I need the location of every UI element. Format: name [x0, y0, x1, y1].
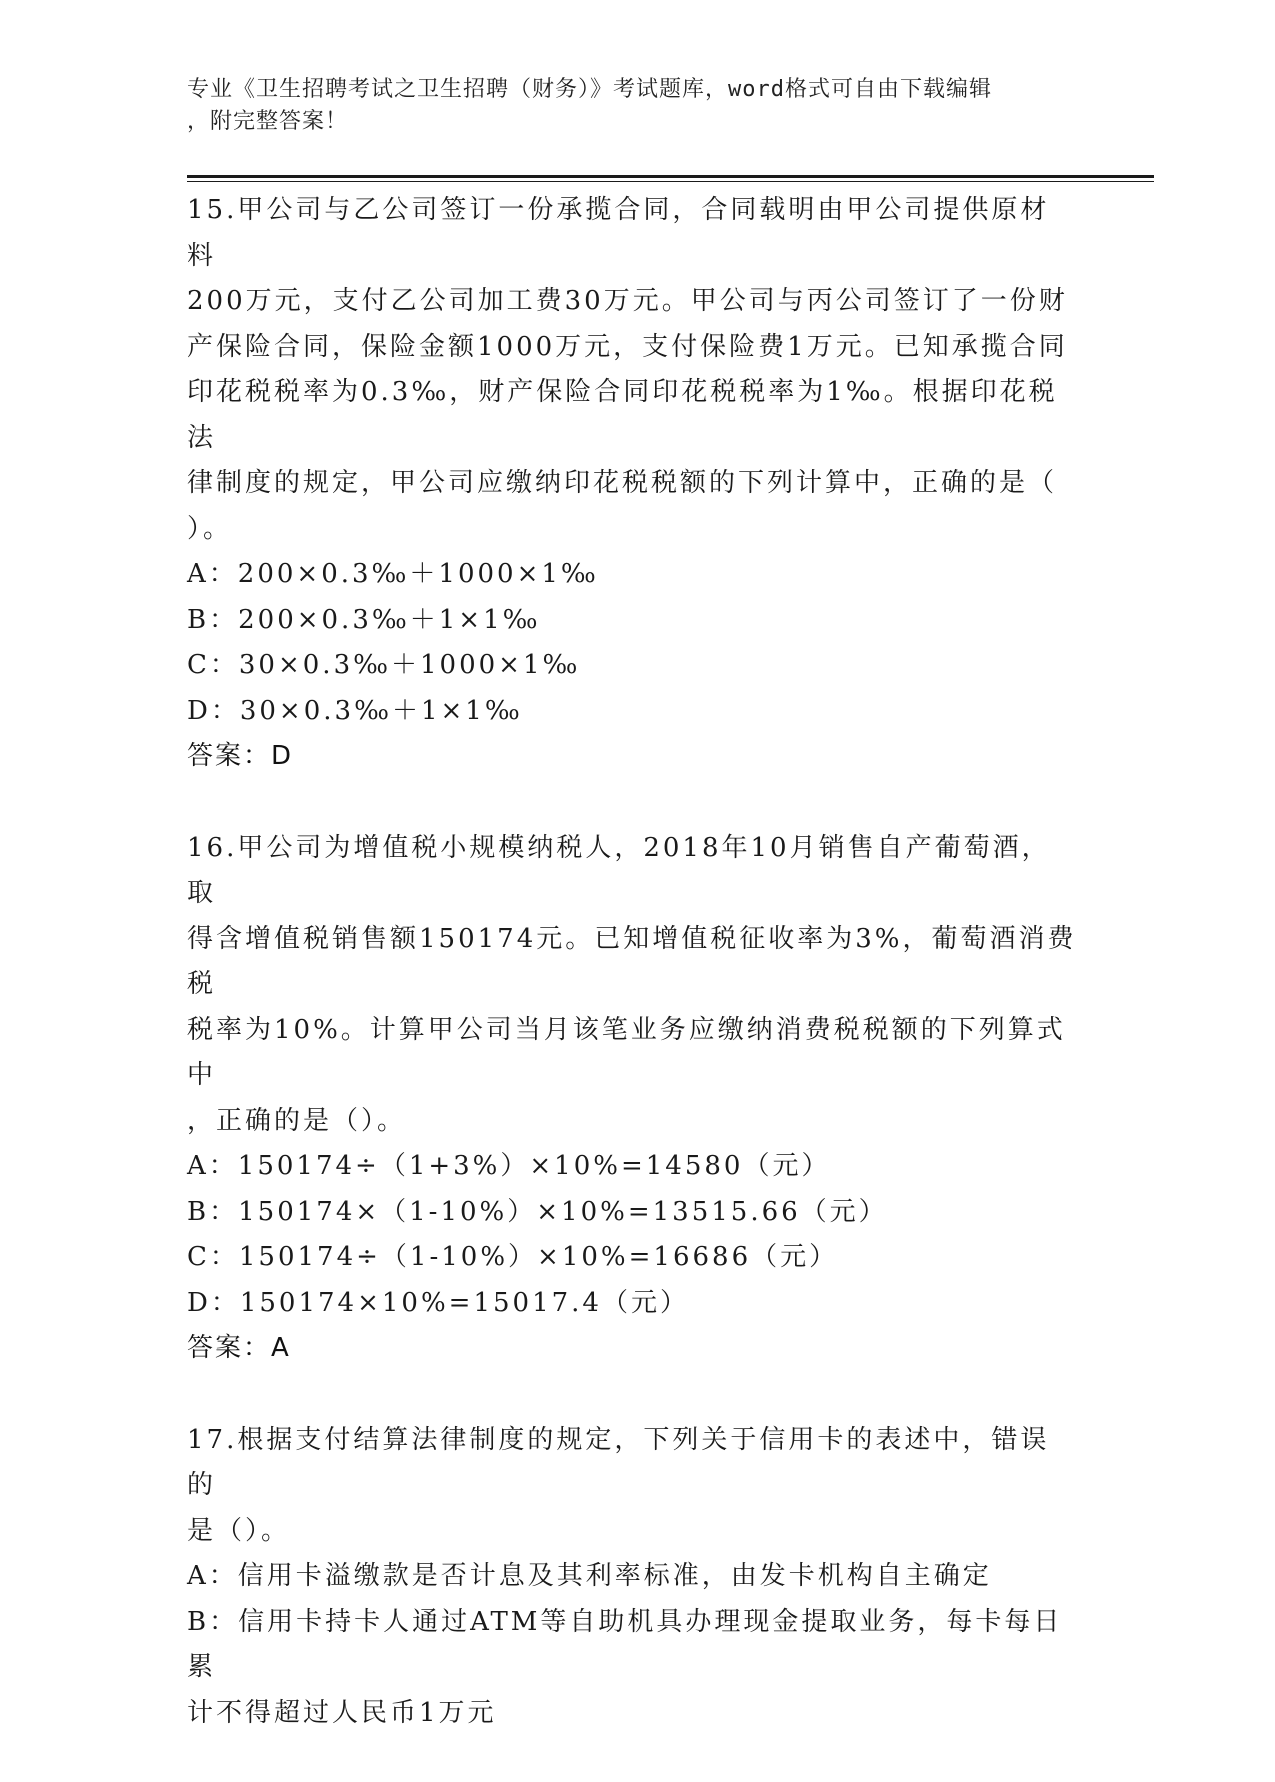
question-16 [187, 826, 1077, 1372]
header-divider-thick [187, 175, 1154, 178]
option-b: B：200×0.3‰＋1×1‰ [187, 604, 541, 635]
option-d: D：30×0.3‰＋1×1‰ [187, 695, 523, 726]
question-stem-line: 16.甲公司为增值税小规模纳税人，2018年10月销售自产葡萄酒，取 [187, 832, 1051, 908]
question-stem-line: 是（）。 [187, 1515, 291, 1546]
question-stem-line: 印花税税率为0.3‰，财产保险合同印花税税率为1‰。根据印花税法 [187, 377, 1058, 453]
question-15 [187, 188, 1077, 780]
question-stem-line: ）。 [187, 513, 233, 544]
option-a: A：200×0.3‰＋1000×1‰ [187, 559, 599, 589]
question-stem-line: 15.甲公司与乙公司签订一份承揽合同，合同载明由甲公司提供原材料 [187, 195, 1050, 271]
document-header [187, 74, 1067, 138]
option-b: B：信用卡持卡人通过ATM等自助机具办理现金提取业务，每卡每日累 [187, 1606, 1063, 1682]
option-b: B：150174×（1-10%）×10%=13515.66（元） [187, 1196, 888, 1227]
question-stem-line: ，正确的是（）。 [187, 1105, 407, 1136]
header-line-2: ，附完整答案！ [187, 109, 349, 134]
question-stem-line: 律制度的规定，甲公司应缴纳印花税税额的下列计算中，正确的是（ [187, 468, 1058, 498]
option-c: C：150174÷（1-10%）×10%=16686（元） [187, 1242, 839, 1272]
option-a: A：150174÷（1+3%）×10%=14580（元） [187, 1151, 831, 1181]
question-list [187, 188, 1077, 1782]
question-17 [187, 1418, 1077, 1737]
question-stem-line: 200万元，支付乙公司加工费30万元。甲公司与丙公司签订了一份财 [187, 286, 1068, 316]
option-c: C：30×0.3‰＋1000×1‰ [187, 650, 581, 680]
option-d: D：150174×10%=15017.4（元） [187, 1287, 689, 1318]
header-line-1: 专业《卫生招聘考试之卫生招聘（财务）》考试题库，word格式可自由下载编辑 [187, 77, 992, 102]
header-divider-thin [187, 181, 1154, 182]
option-b-continued: 计不得超过人民币1万元 [187, 1697, 497, 1728]
question-stem-line: 产保险合同，保险金额1000万元，支付保险费1万元。已知承揽合同 [187, 331, 1068, 362]
option-a: A：信用卡溢缴款是否计息及其利率标准，由发卡机构自主确定 [187, 1561, 992, 1591]
answer-label: 答案：D [187, 741, 294, 771]
question-stem-line: 税率为10%。计算甲公司当月该笔业务应缴纳消费税税额的下列算式中 [187, 1014, 1066, 1090]
question-stem-line: 得含增值税销售额150174元。已知增值税征收率为3%，葡萄酒消费税 [187, 923, 1077, 999]
question-stem-line: 17.根据支付结算法律制度的规定，下列关于信用卡的表述中，错误的 [187, 1424, 1050, 1500]
answer-label: 答案：A [187, 1333, 291, 1363]
